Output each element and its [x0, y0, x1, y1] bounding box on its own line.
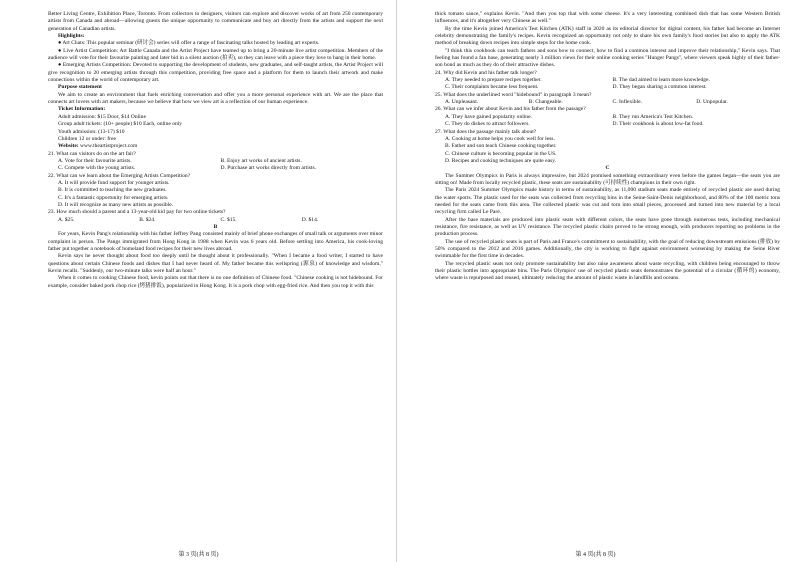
website-url: www.theartistproject.com: [80, 143, 138, 150]
highlight-live-competition: ● Live Artist Competition: Art Battle Canada and the Artist Project have teamed up to bring a 20-minute live artist competition. Members of the audience will vote for their favourite painting and later bid in a silent auction (拍卖), so they can leave with a piece they love to hang in their home.: [48, 47, 383, 62]
option-26d: D. Their cookbook is about low-fat food.: [612, 121, 704, 128]
option-22d: D. It will recognize as many new artists as possible.: [58, 201, 174, 208]
highlight-emerging-artists: ● Emerging Artists Competition: Devoted to supporting the development of students, new graduates, and self-taught artists, the Artist Project will give recognition to 20 emerging artists through this competition, providing free space and a platform for them to launch their artwork and make connections within the world of contemporary art.: [48, 62, 383, 84]
page-4: [397, 0, 794, 562]
option-23b: B. $24.: [139, 216, 156, 223]
highlights-heading: Highlights:: [58, 33, 85, 40]
option-27b: B. Father and son teach Chinese cooking together.: [445, 143, 557, 150]
option-21a: A. Vote for their favourite artists.: [58, 157, 132, 164]
purpose-heading: Purpose statement: [58, 84, 102, 91]
option-27d: D. Recipes and cooking techniques are quite easy.: [445, 157, 557, 164]
option-25d: D. Unpopular.: [696, 99, 728, 106]
question-26-options-row2: [435, 121, 780, 128]
option-25a: A. Unpleasant.: [445, 99, 479, 106]
option-22a: A. It will provide fund support for younger artists.: [58, 179, 170, 186]
passage-c-paragraph-1: The Summer Olympics in Paris is always impressive, but 2024 promised something extraordinary even before the games began—the seats you are sitting on! Made from locally recycled plastic, these seats are sustainability (可持续性) champions in their own right.: [435, 172, 780, 186]
option-21c: C. Compete with the young artists.: [58, 165, 136, 172]
website-line: [48, 143, 383, 150]
option-22c: C. It's a fantastic opportunity for emerging artists.: [58, 194, 169, 201]
ticket-group: Group adult tickets: (10+ people) $10 Each, online only: [58, 121, 183, 128]
option-25b: B. Changeable.: [528, 99, 563, 106]
option-27c: C. Chinese culture is becoming popular in the US.: [445, 150, 557, 157]
option-27a: A. Cooking at home helps you cook well for less.: [445, 135, 555, 142]
passage-b-paragraph-3-cont: thick tomato sauce," explains Kevin. "And then you top that with some cheese. It's a very interesting combined dish that has some Western British influences, and it's altogether very Chinese as well.": [435, 11, 780, 25]
question-27: 27. What does the passage mainly talk about?: [435, 128, 537, 135]
question-24-options-row2: [435, 84, 780, 91]
ticket-heading: Ticket Information:: [58, 106, 106, 113]
passage-b-paragraph-5: "I think this cookbook can teach fathers and sons how to connect, how to find a common interest and improve their relationship," Kevin says. That feeling has found a fan base, generating nearly 3 million views for their online cooking series "Hunger Pangs", where viewers speak highly of their father-son bond as much as they do of their attractive dishes.: [435, 47, 780, 69]
question-23-options: [48, 217, 383, 224]
question-22: 22. What can we learn about the Emerging Artists Competition?: [48, 172, 191, 179]
ticket-adult: Adult admission: $15 Door, $14 Online: [58, 113, 146, 120]
passage-b-paragraph-3: When it comes to cooking Chinese food, kevin points out that there is no one definition of Chinese food. "Chinese cooking is not hidebound. For example, consider baked pork chop rice (烤猪排饭), popularized in Hong Kong. It is a pork chop with egg-fried rice. And then you top it with this: [48, 275, 383, 289]
option-24b: B. The dad aimed to learn more knowledge.: [612, 77, 710, 84]
question-21-options-row1: [48, 158, 383, 165]
question-25: 25. What does the underlined word "hidebound" in paragraph 3 mean?: [435, 91, 592, 98]
option-21d: D. Purchase art works directly from artists.: [220, 165, 317, 172]
page-4-footer: 第 4 页(共 8 页): [575, 552, 616, 558]
website-label: Website:: [58, 143, 79, 150]
option-24d: D. They began sharing a common interest.: [612, 84, 707, 91]
passage-b-paragraph-2: Kevin says he never thought about food too deeply until he thought about it professionally. "When I became a food writer, I started to have questions about certain Chinese foods and dishes that I had never heard of. My father became this wellspring (源泉) of knowledge and wisdom," Kevin recalls. "Suddenly, our two-minute talks were half an hour.": [48, 253, 383, 275]
question-26: 26. What can we infer about Kevin and his father from the passage?: [435, 106, 586, 113]
question-24: 24. Why did Kevin and his father talk longer?: [435, 69, 537, 76]
passage-b-paragraph-4: By the time Kevin joined America's Test Kitchen (ATK) staff in 2020 as its editorial director for digital content, his father had become an Internet celebrity demonstrating the family's recipes. Kevin recognized an opportunity not only to share his own family's food stories but also to apply the ATK method of breaking down recipes into simple steps for the home cook.: [435, 25, 780, 47]
purpose-paragraph: We aim to create an environment that fuels enriching conversation and offer you a more personal experience with art. We are the place that connects art lovers with art makers, because we believe that how we view art is a reflection of our human experience.: [48, 91, 383, 106]
ticket-youth: Youth admission: (13-17) $10: [58, 128, 125, 135]
page-3-footer: 第 3 页(共 8 页): [178, 552, 219, 558]
highlight-art-chats: ● Art Chats: This popular seminar (研讨会) series will offer a range of fascinating talks hosted by leading art experts.: [58, 40, 320, 47]
question-21-options-row2: [48, 165, 383, 172]
option-22b: B. It is committed to teaching the new graduates.: [58, 187, 167, 194]
option-21b: B. Enjoy art works of ancient artists.: [220, 157, 302, 164]
option-25c: C. Inflexible.: [612, 99, 642, 106]
option-24c: C. Their complaints became less frequent.: [445, 84, 539, 91]
section-c-heading: C: [605, 165, 610, 172]
question-21: 21. What can visitors do on the art fair?: [48, 150, 136, 157]
ticket-children: Children 12 or under: free: [58, 135, 116, 142]
option-26a: A. They have gained popularity online.: [445, 113, 532, 120]
section-b-heading: B: [213, 223, 218, 230]
option-26c: C. They do dishes to attract followers.: [445, 121, 530, 128]
question-23: 23. How much should a parent and a 13-year-old kid pay for two online tickets?: [48, 209, 226, 216]
passage-c-paragraph-4: The use of recycled plastic seats is part of Paris and France's commitment to sustainability, with the goal of reducing downstream emissions (排放) by 50% compared to the 2012 and 2016 games. Additionally, the city is working to fight against environment worsening by making the Seine River swimmable for the first time in decades.: [435, 238, 780, 260]
option-24a: A. They needed to prepare recipes together.: [445, 77, 542, 84]
option-23c: C. $15.: [220, 216, 237, 223]
passage-b-paragraph-1: For years, Kevin Pang's relationship with his father Jeffrey Pang consisted mainly of brief phone exchanges of small talk or arguments over minor complaint in person. The Pangs immigrated from Hong Kong in 1988 when Kevin was 6 years old. Before settling into America, his cook-loving father put together a notebook of homeland food recipes for their new lives abroad.: [48, 231, 383, 252]
option-23d: D. $14.: [301, 216, 319, 223]
passage-c-paragraph-5: The recycled plastic seats not only promote sustainability but also raise awareness about waste recycling, with children being encouraged to throw their plastic bottles into appropriate bins. The Paris Olympics' use of recycled plastic seats demonstrates the potential of a circular (循环的) economy, where waste is repurposed and reused, ultimately reducing the amount of plastic waste in landfills and oceans.: [435, 260, 780, 282]
option-23a: A. $25.: [58, 216, 75, 223]
option-26b: B. They run America's Test Kitchen.: [612, 113, 694, 120]
passage-c-paragraph-2: The Paris 2024 Summer Olympics made history in terms of sustainability, as 11,000 stadium seats made entirely of recycled plastic are used during the water sports. The plastic used for the seats was collected from recycling bins in the Seine-Saint-Denis neighborhood, and 80% of the 100 metric tons needed for the seats came from this area. The collected plastic was cut and torn into small pieces, processed and turned into new material by a local recycling firm called Le Paré.: [435, 187, 780, 216]
intro-paragraph: Better Living Centre, Exhibition Place, Toronto. From collectors to designers, visitors can explore and discover works of art from 250 contemporary artists from Canada and abroad—allowing guests the unique opportunity to communicate and buy art directly from the artists and support the next generation of Canadian artists.: [48, 11, 383, 32]
passage-c-paragraph-3: After the base materials are produced into plastic seats with different colors, the seats have gone through numerous tests, including mechanical resistance, fire resistance, as well as UV resistance. The recycled plastic chairs proved to be strong enough, with producers reporting no problems in the production process.: [435, 216, 780, 238]
